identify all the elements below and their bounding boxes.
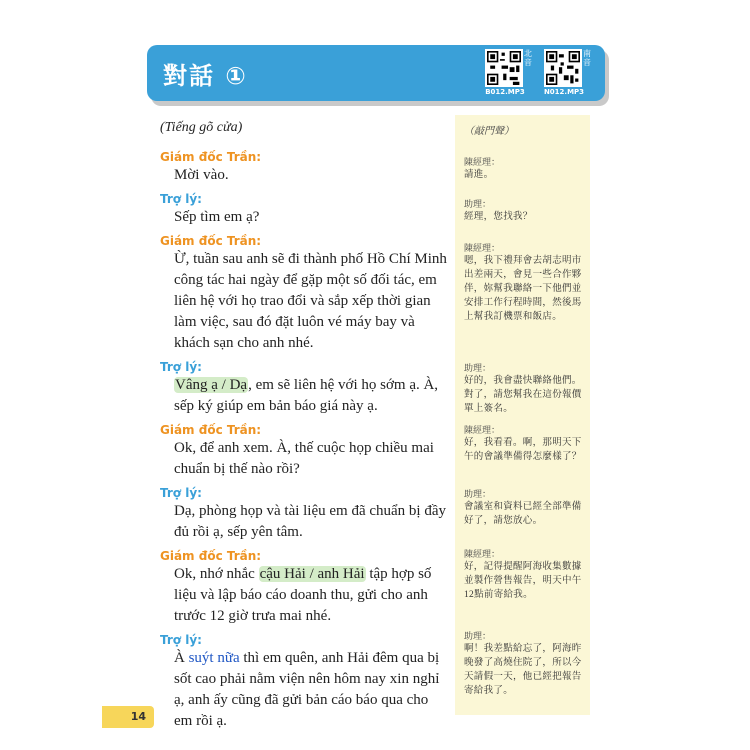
dialogue-line: Ừ, tuần sau anh sẽ đi thành phố Hồ Chí Minh công tác hai ngày để gặp một số đối tác, em liên hệ với họ trao đổi và sắp xếp thời gian làm việc, sau đó đặt luôn vé máy bay và khách sạn cho anh nhé.	[174, 251, 447, 351]
zh-noise: （敲門聲）	[464, 126, 514, 137]
highlight-phrase: cậu Hải / anh Hải	[259, 566, 365, 582]
dialogue-line: Sếp tìm em ạ?	[174, 209, 260, 225]
door-knock-note: (Tiếng gõ cửa)	[160, 120, 243, 135]
zh-speaker-label: 陳經理：	[464, 549, 501, 559]
speaker-label: Trợ lý:	[160, 360, 202, 374]
zh-speaker-label: 助理：	[464, 199, 492, 209]
dialogue-header	[147, 45, 605, 101]
page-number: 14	[102, 706, 154, 728]
dialogue-line: Ok, nhớ nhắc cậu Hải / anh Hải tập hợp số liệu và lập báo cáo doanh thu, gửi cho anh trước 12 giờ trưa mai nhé.	[174, 566, 432, 624]
keyword-phrase: suýt nữa	[188, 650, 240, 666]
dialogue-line: Mời vào.	[174, 167, 229, 183]
qr-north-file: B012.MP3	[485, 88, 525, 96]
zh-line: 請進。	[464, 170, 494, 180]
zh-speaker-label: 陳經理：	[464, 157, 501, 167]
zh-speaker-label: 助理：	[464, 363, 492, 373]
speaker-label: Trợ lý:	[160, 486, 202, 500]
speaker-label: Trợ lý:	[160, 192, 202, 206]
zh-turn	[464, 548, 589, 602]
speaker-label: Giám đốc Trần:	[160, 549, 262, 563]
zh-turn	[464, 630, 589, 698]
dialogue-line: Dạ, phòng họp và tài liệu em đã chuẩn bị đầy đủ rồi ạ, sếp yên tâm.	[174, 503, 447, 540]
dialogue-turn	[160, 150, 450, 186]
qr-south[interactable]	[544, 49, 594, 97]
speaker-label: Giám đốc Trần:	[160, 150, 262, 164]
highlight-phrase: Vâng ạ / Dạ	[175, 377, 248, 393]
qr-north[interactable]	[485, 49, 535, 97]
dialogue-turn	[160, 423, 450, 480]
vietnamese-dialogue	[160, 118, 450, 738]
zh-turn	[464, 156, 589, 182]
qr-south-tag: 南音	[583, 49, 591, 67]
dialogue-turn	[160, 549, 450, 627]
zh-turn	[464, 424, 589, 464]
dialogue-turn	[160, 192, 450, 228]
dialogue-title: 對話 ①	[163, 62, 248, 90]
dialogue-turn	[160, 633, 450, 732]
zh-speaker-label: 陳經理：	[464, 425, 501, 435]
qr-code-icon	[485, 49, 523, 87]
zh-line: 經理，您找我？	[464, 212, 533, 222]
zh-line: 好，記得提醒阿海收集數據並製作營售報告，明天中午12點前寄給我。	[464, 562, 582, 600]
dialogue-line: Ok, để anh xem. À, thế cuộc họp chiều mai chuẩn bị thế nào rồi?	[174, 440, 434, 477]
zh-speaker-label: 助理：	[464, 631, 492, 641]
zh-speaker-label: 助理：	[464, 489, 492, 499]
speaker-label: Giám đốc Trần:	[160, 423, 262, 437]
dialogue-turn	[160, 360, 450, 417]
dialogue-turn	[160, 486, 450, 543]
speaker-label: Giám đốc Trần:	[160, 234, 262, 248]
zh-line: 啊！我差點給忘了，阿海昨晚發了高燒住院了，所以今天請假一天，他已經把報告寄給我了。	[464, 644, 582, 696]
speaker-label: Trợ lý:	[160, 633, 202, 647]
dialogue-turn	[160, 234, 450, 354]
zh-line: 好，我看看。啊，那明天下午的會議準備得怎麼樣了？	[464, 438, 582, 462]
dialogue-line: Vâng ạ / Dạ, em sẽ liên hệ với họ sớm ạ. À, sếp ký giúp em bản báo giá này ạ.	[174, 377, 439, 414]
zh-line: 會議室和資料已經全部準備好了，請您放心。	[464, 502, 582, 526]
zh-line: 好的，我會盡快聯絡他們。對了，請您幫我在這份報價單上簽名。	[464, 376, 582, 414]
zh-turn	[464, 488, 589, 528]
dialogue-line: À suýt nữa thì em quên, anh Hải đêm qua bị sốt cao phải nằm viện nên hôm nay xin nghỉ ạ, anh ấy cũng đã gửi bản cáo báo qua cho em rồi ạ.	[174, 650, 440, 729]
zh-line: 嗯，我下禮拜會去胡志明市出差兩天，會見一些合作夥伴，妳幫我聯絡一下他們並安排工作行程時間，然後馬上幫我訂機票和飯店。	[464, 256, 582, 322]
zh-turn	[464, 198, 589, 224]
qr-code-icon	[544, 49, 582, 87]
qr-south-file: N012.MP3	[543, 88, 585, 96]
zh-speaker-label: 陳經理：	[464, 243, 501, 253]
zh-turn	[464, 242, 589, 324]
zh-turn	[464, 362, 589, 416]
qr-north-tag: 北音	[524, 49, 532, 67]
